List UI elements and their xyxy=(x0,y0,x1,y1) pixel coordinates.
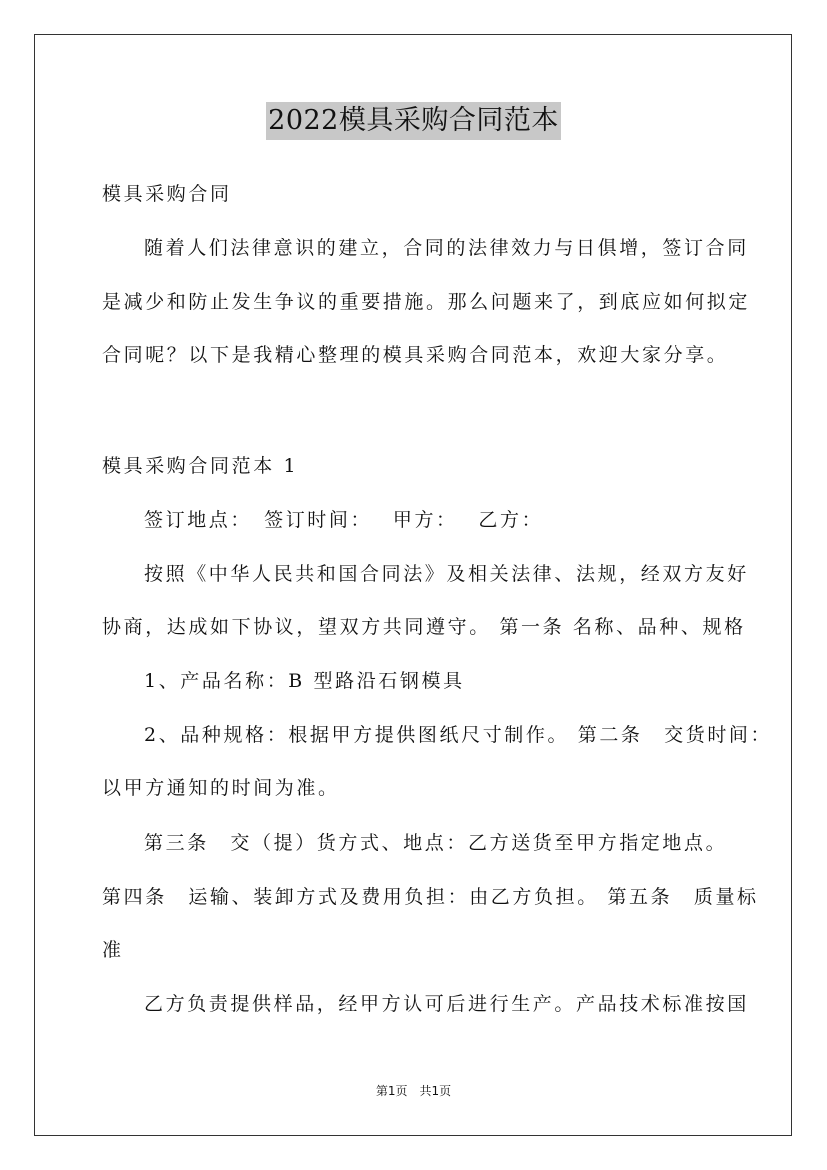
product-name-line: 1、产品名称：B 型路沿石钢模具 xyxy=(144,670,465,692)
page-footer: 第1页 共1页 xyxy=(375,1084,452,1098)
section-heading-template-1: 模具采购合同范本 1 xyxy=(102,455,299,477)
quality-paragraph-line-1: 乙方负责提供样品，经甲方认可后进行生产。产品技术标准按国 xyxy=(144,993,749,1015)
document-title: 2022模具采购合同范本 xyxy=(266,102,561,140)
delivery-method-line-1: 第三条 交（提）货方式、地点：乙方送货至甲方指定地点。 xyxy=(144,832,728,854)
signing-info-line: 签订地点： 签订时间： 甲方： 乙方： xyxy=(144,509,544,531)
intro-paragraph-line-2: 是减少和防止发生争议的重要措施。那么问题来了，到底应如何拟定 xyxy=(102,291,751,313)
product-spec-line-2: 以甲方通知的时间为准。 xyxy=(102,777,340,799)
product-spec-line-1: 2、品种规格：根据甲方提供图纸尺寸制作。 第二条 交货时间： xyxy=(144,724,773,746)
delivery-method-line-3: 准 xyxy=(102,939,124,961)
delivery-method-line-2: 第四条 运输、装卸方式及费用负担：由乙方负担。 第五条 质量标 xyxy=(102,886,759,908)
agreement-paragraph-line-1: 按照《中华人民共和国合同法》及相关法律、法规，经双方友好 xyxy=(144,563,749,585)
intro-paragraph-line-1: 随着人们法律意识的建立，合同的法律效力与日俱增，签订合同 xyxy=(144,237,749,259)
agreement-paragraph-line-2: 协商，达成如下协议，望双方共同遵守。 第一条 名称、品种、规格 xyxy=(102,616,746,638)
title-block xyxy=(0,102,827,140)
intro-paragraph-line-3: 合同呢？以下是我精心整理的模具采购合同范本，欢迎大家分享。 xyxy=(102,344,729,366)
section-heading-contract: 模具采购合同 xyxy=(102,183,232,205)
